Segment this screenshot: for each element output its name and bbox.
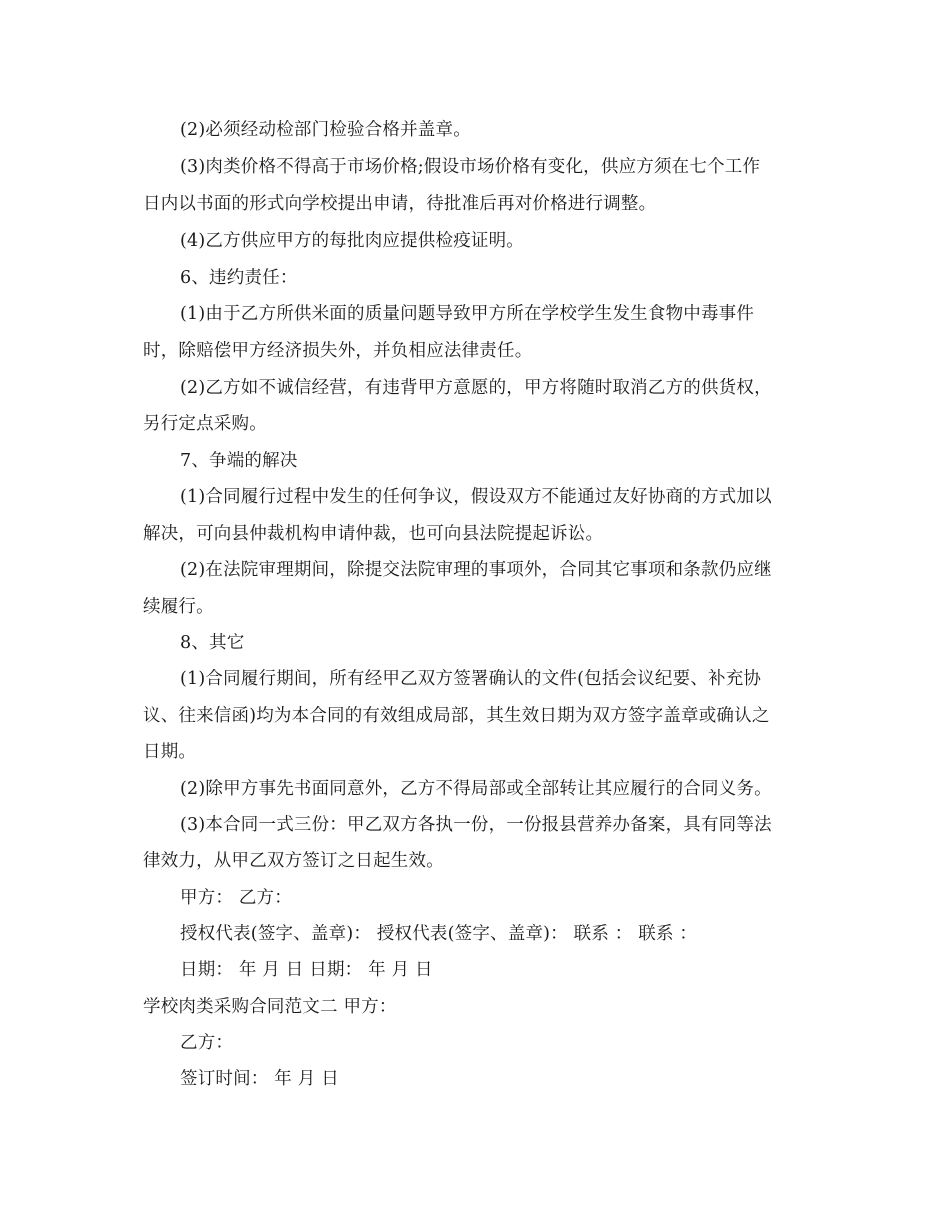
paragraph-line: (1)由于乙方所供米面的质量问题导致甲方所在学校学生发生食物中毒事件 [180, 304, 755, 324]
paragraph-line: (1)合同履行期间，所有经甲乙双方签署确认的文件(包括会议纪要、补充协 [180, 669, 762, 689]
paragraph-line: (2)乙方如不诚信经营，有违背甲方意愿的，甲方将随时取消乙方的供货权， [180, 378, 772, 398]
paragraph-line: 续履行。 [143, 597, 214, 617]
paragraph-line: (2)在法院审理期间，除提交法院审理的事项外，合同其它事项和条款仍应继 [180, 560, 772, 580]
section-heading: 7、争端的解决 [180, 451, 298, 471]
signature-representatives: 授权代表(签字、盖章)： 授权代表(签字、盖章)： 联系 ： 联系 ： [180, 924, 698, 944]
second-contract-party-b: 乙方： [180, 1033, 234, 1053]
paragraph-line: (3)肉类价格不得高于市场价格;假设市场价格有变化，供应方须在七个工作 [180, 157, 761, 177]
paragraph-line: 另行定点采购。 [143, 414, 267, 434]
second-contract-title: 学校肉类采购合同范文二 甲方： [143, 997, 397, 1017]
section-heading: 6、违约责任： [180, 268, 298, 288]
paragraph-line: 日内以书面的形式向学校提出申请，待批准后再对价格进行调整。 [143, 194, 657, 214]
paragraph-line: (2)除甲方事先书面同意外，乙方不得局部或全部转让其应履行的合同义务。 [180, 779, 772, 799]
paragraph-line: 议、往来信函)均为本合同的有效组成局部，其生效日期为双方签字盖章或确认之 [143, 706, 770, 726]
second-contract-signing-time: 签订时间： 年 月 日 [180, 1069, 339, 1089]
paragraph-line: 解决，可向县仲裁机构申请仲裁，也可向县法院提起诉讼。 [143, 524, 604, 544]
section-heading: 8、其它 [180, 633, 245, 653]
paragraph-line: 律效力，从甲乙双方签订之日起生效。 [143, 851, 444, 871]
paragraph-line: (4)乙方供应甲方的每批肉应提供检疫证明。 [180, 231, 524, 251]
paragraph-line: 日期。 [143, 742, 197, 762]
paragraph-line: (1)合同履行过程中发生的任何争议，假设双方不能通过友好协商的方式加以 [180, 487, 772, 507]
paragraph-line: (2)必须经动检部门检验合格并盖章。 [180, 120, 471, 140]
signature-parties: 甲方： 乙方： [180, 888, 292, 908]
paragraph-line: 时，除赔偿甲方经济损失外，并负相应法律责任。 [143, 341, 533, 361]
signature-dates: 日期： 年 月 日 日期： 年 月 日 [180, 960, 433, 980]
paragraph-line: (3)本合同一式三份：甲乙双方各执一份，一份报县营养办备案，具有同等法 [180, 815, 772, 835]
